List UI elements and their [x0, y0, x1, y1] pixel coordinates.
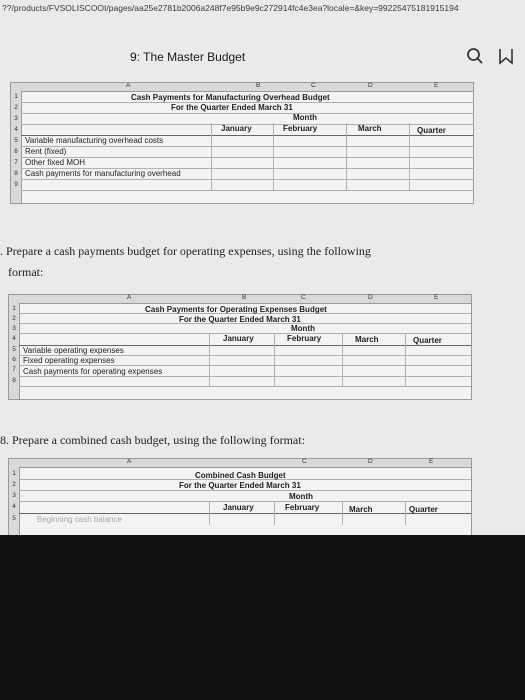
row-number: 2	[12, 481, 16, 488]
line-item-variable-opex: Variable operating expenses	[23, 346, 124, 355]
row-number: 1	[12, 470, 16, 477]
col-header-d: D	[368, 294, 373, 301]
line-item-variable-moh: Variable manufacturing overhead costs	[25, 136, 164, 145]
row-numbers	[9, 303, 20, 399]
line-item-cash-payments-moh: Cash payments for manufacturing overhead	[25, 169, 181, 178]
budget-period: For the Quarter Ended March 31	[179, 315, 301, 324]
address-bar-url[interactable]: ??/products/FVSOLISCOOI/pages/aa25e2781b2006a248f7e95b9e9c272914fc4e3ea?locale=&key=99225475181915194	[2, 3, 459, 13]
row-number: 8	[12, 377, 16, 384]
line-item-rent: Rent (fixed)	[25, 147, 67, 156]
column-headers	[9, 295, 471, 304]
month-february: February	[285, 503, 320, 512]
column-headers	[9, 459, 471, 468]
col-header-a: A	[127, 294, 132, 301]
row-number: 9	[14, 181, 18, 188]
month-february: February	[287, 334, 322, 343]
row-number: 4	[12, 335, 16, 342]
col-header-a: A	[127, 458, 132, 465]
row-number: 2	[12, 315, 16, 322]
question-text: . Prepare a cash payments budget for operating expenses, using the following	[0, 244, 371, 258]
line-item-beginning-cash: Beginning cash balance	[37, 515, 122, 524]
spreadsheet-operating-expenses	[8, 294, 472, 400]
row-number: 5	[14, 137, 18, 144]
budget-heading: Cash Payments for Manufacturing Overhead Budget	[131, 93, 330, 102]
col-header-c: C	[311, 82, 316, 89]
budget-heading: Combined Cash Budget	[195, 471, 286, 480]
row-numbers	[11, 91, 22, 203]
line-item-fixed-opex: Fixed operating expenses	[23, 356, 115, 365]
col-header-c: C	[302, 458, 307, 465]
budget-heading: Cash Payments for Operating Expenses Budget	[145, 305, 327, 314]
question-combined-cash-budget: 8. Prepare a combined cash budget, using the following format:	[0, 433, 305, 447]
line-item-other-fixed-moh: Other fixed MOH	[25, 158, 86, 167]
row-number: 5	[12, 346, 16, 353]
month-march: March	[358, 124, 382, 133]
row-number: 4	[14, 126, 18, 133]
col-header-b: B	[242, 294, 247, 301]
month-january: January	[221, 124, 252, 133]
col-header-d: D	[368, 458, 373, 465]
col-header-e: E	[434, 82, 439, 89]
quarter-label: Quarter	[417, 126, 446, 135]
row-number: 3	[12, 492, 16, 499]
page-title: 9: The Master Budget	[130, 50, 246, 64]
row-number: 2	[14, 104, 18, 111]
row-number: 1	[12, 305, 16, 312]
month-march: March	[355, 335, 379, 344]
row-number: 6	[14, 148, 18, 155]
budget-period: For the Quarter Ended March 31	[171, 103, 293, 112]
row-number: 7	[12, 366, 16, 373]
row-number: 6	[12, 356, 16, 363]
month-label: Month	[289, 492, 313, 501]
month-label: Month	[291, 324, 315, 333]
row-number: 4	[12, 503, 16, 510]
row-number: 7	[14, 159, 18, 166]
row-number: 5	[12, 515, 16, 522]
spreadsheet-moh-budget	[10, 82, 474, 204]
question-operating-expenses	[0, 244, 371, 280]
question-text-cont: format:	[8, 265, 44, 279]
spreadsheet-combined-cash-budget	[8, 458, 472, 535]
row-number: 3	[12, 325, 16, 332]
quarter-label: Quarter	[409, 505, 438, 514]
month-march: March	[349, 505, 373, 514]
search-icon[interactable]	[466, 47, 484, 65]
col-header-a: A	[126, 82, 131, 89]
row-number: 8	[14, 170, 18, 177]
row-number: 1	[14, 93, 18, 100]
row-number: 3	[14, 115, 18, 122]
expand-icon[interactable]	[497, 47, 515, 65]
month-january: January	[223, 334, 254, 343]
quarter-label: Quarter	[413, 336, 442, 345]
month-january: January	[223, 503, 254, 512]
col-header-d: D	[368, 82, 373, 89]
col-header-e: E	[429, 458, 434, 465]
month-february: February	[283, 124, 318, 133]
month-label: Month	[293, 113, 317, 122]
col-header-e: E	[434, 294, 439, 301]
budget-period: For the Quarter Ended March 31	[179, 481, 301, 490]
line-item-cash-payments-opex: Cash payments for operating expenses	[23, 367, 163, 376]
col-header-c: C	[301, 294, 306, 301]
col-header-b: B	[256, 82, 261, 89]
column-headers	[11, 83, 473, 92]
